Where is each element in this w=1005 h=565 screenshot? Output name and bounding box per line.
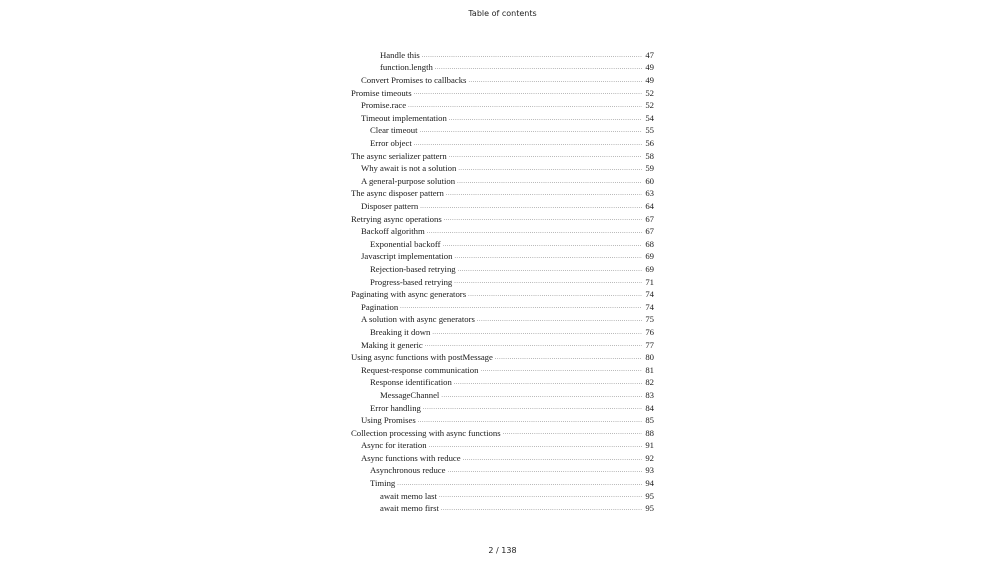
toc-entry[interactable] <box>351 198 654 211</box>
toc-dot-leader <box>454 279 642 285</box>
toc-entry-page-number: 60 <box>645 175 654 186</box>
toc-entry-title: Exponential backoff <box>370 238 441 249</box>
toc-entry-title: Rejection-based retrying <box>370 263 456 274</box>
toc-entry-page-number: 75 <box>645 314 654 325</box>
toc-entry-title: The async serializer pattern <box>351 150 447 161</box>
toc-dot-leader <box>468 292 642 298</box>
toc-dot-leader <box>425 342 643 348</box>
toc-entry-title: Paginating with async generators <box>351 289 467 300</box>
toc-entry[interactable] <box>351 173 654 186</box>
toc-entry[interactable] <box>351 374 654 387</box>
toc-dot-leader <box>446 191 642 197</box>
toc-dot-leader <box>481 367 643 373</box>
toc-entry[interactable] <box>351 324 654 337</box>
toc-dot-leader <box>439 493 642 499</box>
toc-entry-title: Asynchronous reduce <box>370 465 446 476</box>
toc-entry-page-number: 74 <box>645 289 654 300</box>
toc-entry[interactable] <box>351 236 654 249</box>
toc-entry-page-number: 55 <box>645 125 654 136</box>
toc-entry[interactable] <box>351 286 654 299</box>
toc-entry-title: Disposer pattern <box>361 201 419 212</box>
toc-entry[interactable] <box>351 299 654 312</box>
toc-entry-title: Collection processing with async functions <box>351 427 501 438</box>
toc-dot-leader <box>468 78 642 84</box>
toc-entry-title: Javascript implementation <box>361 251 453 262</box>
toc-dot-leader <box>449 116 642 122</box>
toc-entry-title: Request-response communication <box>361 364 479 375</box>
toc-entry-page-number: 88 <box>645 427 654 438</box>
toc-dot-leader <box>423 405 642 411</box>
toc-entry-page-number: 94 <box>645 478 654 489</box>
toc-entry-page-number: 67 <box>645 213 654 224</box>
toc-dot-leader <box>443 242 643 248</box>
toc-entry-page-number: 71 <box>645 276 654 287</box>
page-indicator: 2 / 138 <box>488 546 517 555</box>
toc-entry-title: Response identification <box>370 377 452 388</box>
page-header-title: Table of contents <box>468 9 537 18</box>
toc-dot-leader <box>449 153 643 159</box>
toc-entry-title: Backoff algorithm <box>361 226 425 237</box>
toc-dot-leader <box>414 90 643 96</box>
toc-dot-leader <box>441 393 642 399</box>
toc-dot-leader <box>420 128 643 134</box>
toc-entry-title: Pagination <box>361 301 399 312</box>
toc-entry-page-number: 76 <box>645 326 654 337</box>
toc-entry-page-number: 93 <box>645 465 654 476</box>
toc-dot-leader <box>458 166 642 172</box>
toc-dot-leader <box>503 430 643 436</box>
toc-entry[interactable] <box>351 450 654 463</box>
toc-entry-title: Convert Promises to callbacks <box>361 75 467 86</box>
toc-entry-title: Handle this <box>380 49 420 60</box>
toc-entry-title: Error handling <box>370 402 421 413</box>
toc-entry-title: Timing <box>370 478 396 489</box>
toc-dot-leader <box>457 179 642 185</box>
toc-entry[interactable] <box>351 186 654 199</box>
toc-entry[interactable] <box>351 135 654 148</box>
toc-entry-page-number: 63 <box>645 188 654 199</box>
toc-entry-title: Error object <box>370 138 412 149</box>
toc-entry-page-number: 84 <box>645 402 654 413</box>
toc-entry-page-number: 69 <box>645 263 654 274</box>
toc-entry-page-number: 91 <box>645 440 654 451</box>
toc-entry-title: A general-purpose solution <box>361 175 456 186</box>
toc-entry-title: Retrying async operations <box>351 213 442 224</box>
toc-entry[interactable] <box>351 387 654 400</box>
toc-dot-leader <box>454 380 643 386</box>
toc-dot-leader <box>422 53 643 59</box>
toc-entry-title: Making it generic <box>361 339 423 350</box>
toc-entry[interactable] <box>351 412 654 425</box>
toc-entry-page-number: 85 <box>645 415 654 426</box>
table-of-contents <box>351 47 654 513</box>
toc-entry-title: The async disposer pattern <box>351 188 444 199</box>
toc-dot-leader <box>429 443 643 449</box>
toc-entry[interactable] <box>351 249 654 262</box>
toc-dot-leader <box>463 456 643 462</box>
toc-entry-page-number: 77 <box>645 339 654 350</box>
toc-entry-page-number: 95 <box>645 503 654 514</box>
toc-entry-page-number: 92 <box>645 452 654 463</box>
toc-entry[interactable] <box>351 500 654 513</box>
toc-entry[interactable] <box>351 97 654 110</box>
toc-entry[interactable] <box>351 463 654 476</box>
toc-entry-page-number: 82 <box>645 377 654 388</box>
toc-entry[interactable] <box>351 488 654 501</box>
toc-dot-leader <box>432 330 642 336</box>
toc-dot-leader <box>495 355 642 361</box>
toc-dot-leader <box>444 216 643 222</box>
toc-entry-page-number: 81 <box>645 364 654 375</box>
toc-dot-leader <box>458 267 643 273</box>
toc-dot-leader <box>448 468 643 474</box>
toc-entry-title: await memo last <box>380 490 437 501</box>
toc-entry-page-number: 56 <box>645 138 654 149</box>
toc-entry-page-number: 49 <box>645 75 654 86</box>
toc-entry[interactable] <box>351 311 654 324</box>
toc-entry[interactable] <box>351 148 654 161</box>
toc-entry[interactable] <box>351 160 654 173</box>
toc-entry[interactable] <box>351 60 654 73</box>
toc-entry[interactable] <box>351 110 654 123</box>
toc-entry-page-number: 52 <box>645 100 654 111</box>
toc-entry-title: Using Promises <box>361 415 416 426</box>
toc-dot-leader <box>441 506 642 512</box>
toc-dot-leader <box>408 103 642 109</box>
toc-entry-page-number: 83 <box>645 389 654 400</box>
toc-entry-title: Using async functions with postMessage <box>351 352 493 363</box>
toc-entry-title: Timeout implementation <box>361 112 447 123</box>
toc-entry-page-number: 69 <box>645 251 654 262</box>
toc-entry[interactable] <box>351 362 654 375</box>
toc-entry[interactable] <box>351 211 654 224</box>
toc-entry-page-number: 52 <box>645 87 654 98</box>
toc-dot-leader <box>397 481 642 487</box>
toc-dot-leader <box>414 141 643 147</box>
toc-entry-page-number: 59 <box>645 163 654 174</box>
toc-entry[interactable] <box>351 123 654 136</box>
toc-entry-page-number: 49 <box>645 62 654 73</box>
toc-dot-leader <box>427 229 643 235</box>
toc-entry[interactable] <box>351 475 654 488</box>
toc-entry[interactable] <box>351 437 654 450</box>
toc-entry[interactable] <box>351 85 654 98</box>
toc-entry-title: Promise timeouts <box>351 87 412 98</box>
toc-entry-title: Why await is not a solution <box>361 163 457 174</box>
toc-entry-page-number: 64 <box>645 201 654 212</box>
toc-entry-page-number: 67 <box>645 226 654 237</box>
toc-entry-title: MessageChannel <box>380 389 440 400</box>
toc-entry-page-number: 68 <box>645 238 654 249</box>
toc-entry[interactable] <box>351 274 654 287</box>
toc-entry-page-number: 74 <box>645 301 654 312</box>
toc-entry[interactable] <box>351 47 654 60</box>
toc-entry[interactable] <box>351 400 654 413</box>
toc-dot-leader <box>435 65 642 71</box>
toc-entry-title: Progress-based retrying <box>370 276 453 287</box>
toc-dot-leader <box>418 418 643 424</box>
toc-entry[interactable] <box>351 425 654 438</box>
toc-entry-title: Clear timeout <box>370 125 418 136</box>
toc-entry-page-number: 80 <box>645 352 654 363</box>
toc-entry-title: Async for iteration <box>361 440 427 451</box>
toc-dot-leader <box>420 204 642 210</box>
toc-entry-page-number: 95 <box>645 490 654 501</box>
toc-entry[interactable] <box>351 72 654 85</box>
toc-entry-title: Promise.race <box>361 100 407 111</box>
toc-dot-leader <box>477 317 642 323</box>
toc-entry-title: function.length <box>380 62 433 73</box>
toc-entry-title: A solution with async generators <box>361 314 475 325</box>
toc-entry-page-number: 58 <box>645 150 654 161</box>
toc-entry[interactable] <box>351 337 654 350</box>
toc-entry-title: await memo first <box>380 503 439 514</box>
toc-entry[interactable] <box>351 349 654 362</box>
toc-entry-page-number: 54 <box>645 112 654 123</box>
toc-entry[interactable] <box>351 223 654 236</box>
toc-entry-page-number: 47 <box>645 49 654 60</box>
toc-dot-leader <box>400 304 642 310</box>
toc-dot-leader <box>454 254 642 260</box>
toc-entry-title: Async functions with reduce <box>361 452 461 463</box>
toc-entry-title: Breaking it down <box>370 326 431 337</box>
toc-entry[interactable] <box>351 261 654 274</box>
